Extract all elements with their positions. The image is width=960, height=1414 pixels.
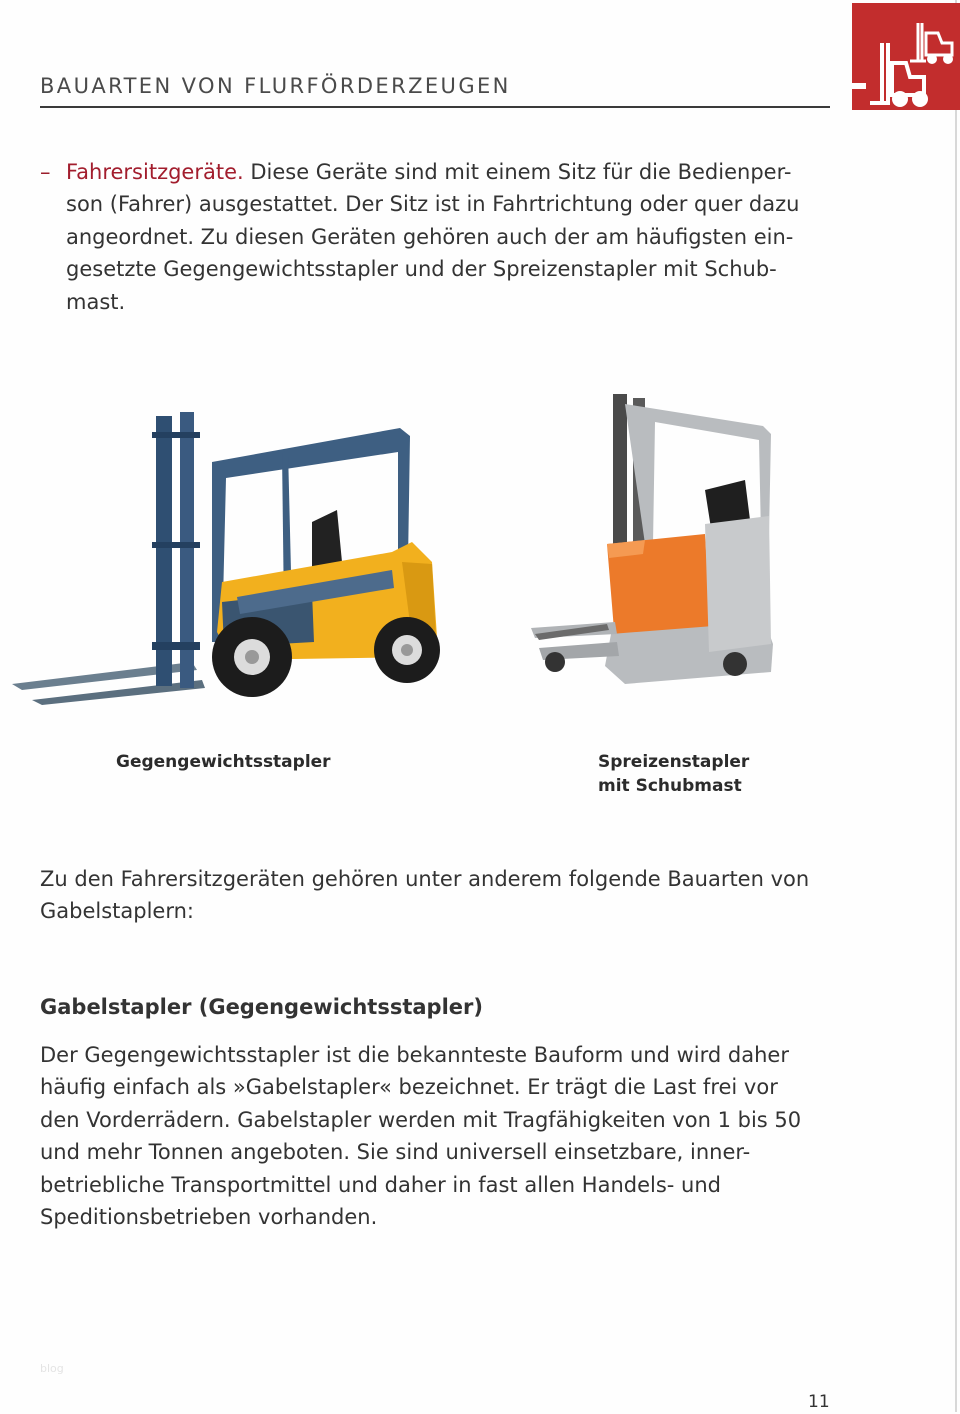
caption-right bbox=[598, 750, 749, 798]
section-heading: Gabelstapler (Gegengewichtsstapler) bbox=[40, 995, 483, 1019]
header-rule bbox=[40, 106, 830, 108]
bullet-line: son (Fahrer) ausgestattet. Der Sitz ist in Fahrtrichtung oder quer dazu bbox=[66, 192, 800, 217]
caption-right-line: Spreizenstapler bbox=[598, 752, 750, 772]
section-paragraph bbox=[40, 1039, 830, 1233]
paragraph-line: Gabelstaplern: bbox=[40, 899, 195, 924]
paragraph-line: den Vorderrädern. Gabelstapler werden mit Tragfähigkeiten von 1 bis 50 bbox=[40, 1107, 802, 1132]
forklift-logo-graphic bbox=[852, 3, 960, 110]
paragraph-line: und mehr Tonnen angeboten. Sie sind universell einsetzbare, inner- bbox=[40, 1140, 751, 1165]
reach-truck-image bbox=[525, 394, 780, 694]
bullet-line-rest: Diese Geräte sind mit einem Sitz für die Bedienper- bbox=[243, 160, 792, 184]
paragraph-line: häufig einfach als »Gabelstapler« bezeichnet. Er trägt die Last frei vor bbox=[40, 1075, 778, 1100]
bullet-text bbox=[66, 156, 806, 318]
bullet-term: Fahrersitzgeräte. bbox=[66, 160, 244, 184]
paragraph-line: Zu den Fahrersitzgeräten gehören unter anderem folgende Bauarten von bbox=[40, 867, 810, 891]
caption-left: Gegengewichtsstapler bbox=[116, 752, 331, 772]
caption-right-line: mit Schubmast bbox=[598, 776, 742, 796]
paragraph-line: Der Gegengewichtsstapler ist die bekannteste Bauform und wird daher bbox=[40, 1043, 789, 1067]
paragraph-line: Speditionsbetrieben vorhanden. bbox=[40, 1205, 378, 1230]
bullet-line: mast. bbox=[66, 289, 126, 314]
page-header-title: BAUARTEN VON FLURFÖRDERZEUGEN bbox=[40, 74, 511, 98]
bullet-dash: – bbox=[40, 160, 51, 184]
reach-truck-icon bbox=[525, 394, 780, 694]
watermark: blog bbox=[40, 1362, 64, 1375]
bullet-line: gesetzte Gegengewichtsstapler und der Spreizenstapler mit Schub- bbox=[66, 257, 777, 282]
page-number: 11 bbox=[808, 1392, 830, 1412]
bullet-line bbox=[66, 156, 806, 188]
counterbalance-forklift-image bbox=[12, 392, 447, 712]
bullet-line: angeordnet. Zu diesen Geräten gehören auch der am häufigsten ein- bbox=[66, 224, 794, 249]
paragraph-line: betriebliche Transportmittel und daher in fast allen Handels- und bbox=[40, 1172, 721, 1197]
intro-paragraph bbox=[40, 863, 830, 928]
counterbalance-forklift-icon bbox=[12, 392, 447, 712]
forklift-logo-icon bbox=[852, 3, 960, 110]
